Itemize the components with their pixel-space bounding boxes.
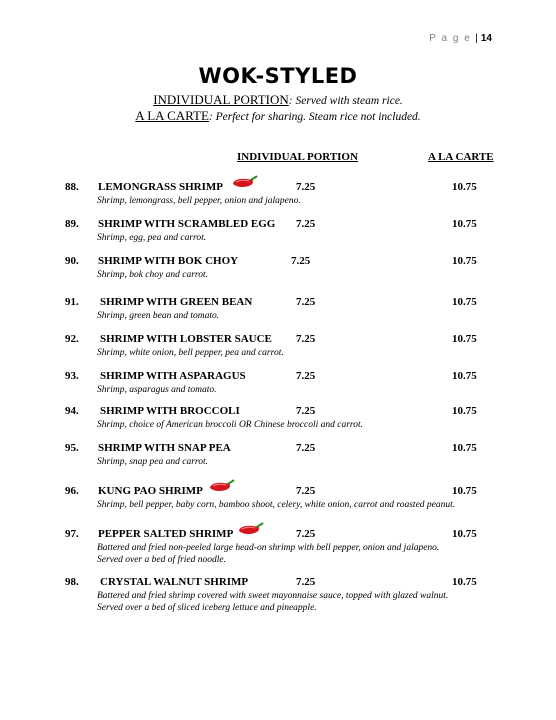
price-individual: 7.25: [291, 255, 311, 267]
item-number: 89.: [65, 218, 79, 230]
menu-item: [0, 218, 556, 248]
subtitle-alacarte: [0, 108, 556, 124]
price-individual: 7.25: [296, 181, 316, 193]
page-label: P a g e: [429, 33, 472, 44]
item-number: 92.: [65, 333, 79, 345]
item-number: 96.: [65, 485, 79, 497]
item-description: Shrimp, green bean and tomato.: [97, 311, 220, 321]
item-number: 97.: [65, 528, 79, 540]
item-name: LEMONGRASS SHRIMP: [98, 181, 223, 193]
menu-item: [0, 405, 556, 435]
price-alacarte: 10.75: [452, 528, 477, 540]
item-description: Battered and fried shrimp covered with sweet mayonnaise sauce, topped with glazed walnut. Served over a bed of sliced iceberg lettuce and pineapple.: [97, 591, 449, 613]
item-number: 95.: [65, 442, 79, 454]
item-number: 94.: [65, 405, 79, 417]
price-alacarte: 10.75: [452, 576, 477, 588]
price-alacarte: 10.75: [452, 255, 477, 267]
item-name: SHRIMP WITH GREEN BEAN: [100, 296, 253, 308]
chili-pepper-icon: [230, 175, 258, 190]
price-individual: 7.25: [296, 370, 316, 382]
item-name: SHRIMP WITH BROCCOLI: [100, 405, 240, 417]
price-individual: 7.25: [296, 485, 316, 497]
price-individual: 7.25: [296, 218, 316, 230]
item-name: SHRIMP WITH LOBSTER SAUCE: [100, 333, 272, 345]
price-individual: 7.25: [296, 296, 316, 308]
item-name: SHRIMP WITH BOK CHOY: [98, 255, 239, 267]
price-individual: 7.25: [296, 333, 316, 345]
menu-item: [0, 528, 556, 565]
item-name: SHRIMP WITH ASPARAGUS: [100, 370, 246, 382]
item-number: 90.: [65, 255, 79, 267]
item-name: SHRIMP WITH SNAP PEA: [98, 442, 231, 454]
item-name: CRYSTAL WALNUT SHRIMP: [100, 576, 249, 588]
price-alacarte: 10.75: [452, 181, 477, 193]
item-name: KUNG PAO SHRIMP: [98, 485, 203, 497]
item-description: Shrimp, snap pea and carrot.: [97, 457, 209, 467]
price-alacarte: 10.75: [452, 333, 477, 345]
price-individual: 7.25: [296, 576, 316, 588]
item-number: 93.: [65, 370, 79, 382]
chili-pepper-icon: [207, 479, 235, 494]
menu-item: [0, 181, 556, 211]
column-header-alacarte: A LA CARTE: [428, 151, 494, 163]
menu-item: [0, 485, 556, 515]
menu-item: [0, 296, 556, 326]
item-description: Shrimp, asparagus and tomato.: [97, 385, 217, 395]
menu-item: [0, 442, 556, 472]
item-name: PEPPER SALTED SHRIMP: [98, 528, 234, 540]
subtitle-individual-desc: : Served with steam rice.: [288, 95, 403, 107]
item-description: Shrimp, white onion, bell pepper, pea and carrot.: [97, 348, 284, 358]
item-description: Battered and fried non-peeled large head-on shrimp with bell pepper, onion and jalapeno. Served over a bed of fried noodle.: [97, 543, 440, 565]
menu-item: [0, 576, 556, 613]
price-individual: 7.25: [296, 528, 316, 540]
item-description: Shrimp, lemongrass, bell pepper, onion and jalapeno.: [97, 196, 301, 206]
price-alacarte: 10.75: [452, 218, 477, 230]
price-individual: 7.25: [296, 442, 316, 454]
item-number: 98.: [65, 576, 79, 588]
page-separator: |: [475, 33, 478, 44]
item-name: SHRIMP WITH SCRAMBLED EGG: [98, 218, 276, 230]
menu-item: [0, 255, 556, 285]
price-alacarte: 10.75: [452, 296, 477, 308]
item-number: 91.: [65, 296, 79, 308]
subtitle-individual-label: INDIVIDUAL PORTION: [153, 92, 289, 107]
menu-item: [0, 370, 556, 400]
item-description: Shrimp, bok choy and carrot.: [97, 270, 208, 280]
item-number: 88.: [65, 181, 79, 193]
price-individual: 7.25: [296, 405, 316, 417]
subtitle-individual: [0, 92, 556, 108]
column-header-individual: INDIVIDUAL PORTION: [237, 151, 358, 163]
item-description: Shrimp, egg, pea and carrot.: [97, 233, 207, 243]
page-header: [429, 33, 492, 44]
chili-pepper-icon: [236, 522, 264, 537]
item-description: Shrimp, choice of American broccoli OR Chinese broccoli and carrot.: [97, 420, 364, 430]
page-number: 14: [480, 33, 492, 44]
price-alacarte: 10.75: [452, 405, 477, 417]
price-alacarte: 10.75: [452, 485, 477, 497]
price-alacarte: 10.75: [452, 442, 477, 454]
subtitle-alacarte-label: A LA CARTE: [135, 108, 209, 123]
section-title: WOK-STYLED: [198, 64, 358, 88]
menu-item: [0, 333, 556, 363]
price-alacarte: 10.75: [452, 370, 477, 382]
subtitle-alacarte-desc: : Perfect for sharing. Steam rice not included.: [208, 111, 421, 123]
item-description: Shrimp, bell pepper, baby corn, bamboo shoot, celery, white onion, carrot and roasted peanut.: [97, 500, 456, 510]
